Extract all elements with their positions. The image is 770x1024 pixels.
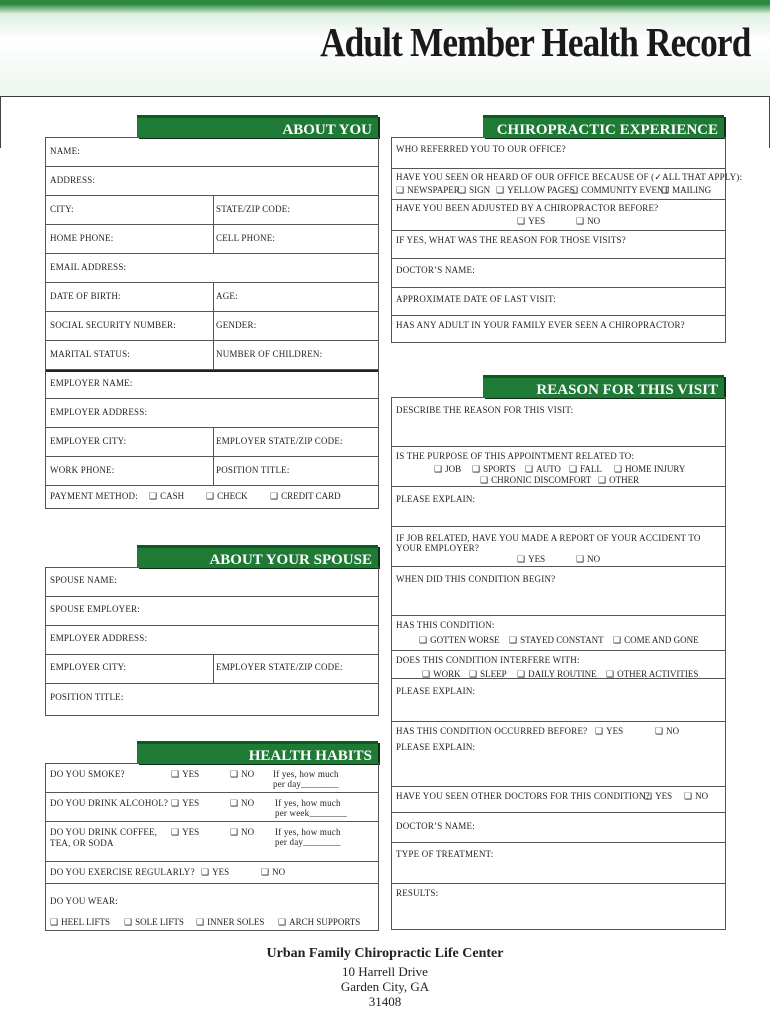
doctor-name-field[interactable]: DOCTOR’S NAME: xyxy=(396,265,475,275)
chronic-checkbox[interactable]: ❑ CHRONIC DISCOMFORT xyxy=(480,475,591,486)
adjusted-no-checkbox[interactable]: ❑ NO xyxy=(576,216,600,227)
smoke-label: DO YOU SMOKE? xyxy=(50,769,125,779)
home-injury-checkbox[interactable]: ❑ HOME INJURY xyxy=(614,464,685,475)
other-activities-checkbox[interactable]: ❑ OTHER ACTIVITIES xyxy=(606,669,698,680)
city-field[interactable]: CITY: xyxy=(50,204,74,214)
clinic-zip: 31408 xyxy=(368,994,402,1009)
constant-checkbox[interactable]: ❑ STAYED CONSTANT xyxy=(509,635,604,646)
condition-label: HAS THIS CONDITION: xyxy=(396,620,495,630)
sign-checkbox[interactable]: ❑ SIGN xyxy=(458,185,490,196)
state-zip-field[interactable]: STATE/ZIP CODE: xyxy=(216,204,291,214)
other-doctors-label: HAVE YOU SEEN OTHER DOCTORS FOR THIS CONDITION? xyxy=(396,791,650,801)
mailing-checkbox[interactable]: ❑ MAILING xyxy=(661,185,711,196)
chiro-header: CHIROPRACTIC EXPERIENCE xyxy=(483,115,724,137)
chiro-box xyxy=(391,137,743,343)
age-field[interactable]: AGE: xyxy=(216,291,238,301)
spouse-position-field[interactable]: POSITION TITLE: xyxy=(50,692,124,702)
alcohol-no-checkbox[interactable]: ❑ NO xyxy=(230,798,254,809)
last-visit-field[interactable]: APPROXIMATE DATE OF LAST VISIT: xyxy=(396,294,556,304)
about-you-header: ABOUT YOU xyxy=(137,115,378,137)
coffee-yes-checkbox[interactable]: ❑ YES xyxy=(171,827,199,838)
job-checkbox[interactable]: ❑ JOB xyxy=(434,464,461,475)
spouse-employer-field[interactable]: SPOUSE EMPLOYER: xyxy=(50,604,140,614)
clinic-name: Urban Family Chiropractic Life Center xyxy=(266,946,504,961)
worse-checkbox[interactable]: ❑ GOTTEN WORSE xyxy=(419,635,500,646)
spouse-employer-address-field[interactable]: EMPLOYER ADDRESS: xyxy=(50,633,148,643)
spouse-name-field[interactable]: SPOUSE NAME: xyxy=(50,575,118,585)
heel-lifts-checkbox[interactable]: ❑ HEEL LIFTS xyxy=(50,917,110,928)
visit-reason-field[interactable]: IF YES, WHAT WAS THE REASON FOR THOSE VISITS? xyxy=(396,235,626,245)
community-event-checkbox[interactable]: ❑ COMMUNITY EVENT xyxy=(570,185,669,196)
alcohol-amount-field[interactable]: If yes, how much per week________ xyxy=(275,798,347,818)
heard-label: HAVE YOU SEEN OR HEARD OF OUR OFFICE BECAUSE OF (✓ALL THAT APPLY): xyxy=(396,172,743,182)
employer-address-field[interactable]: EMPLOYER ADDRESS: xyxy=(50,407,148,417)
name-field[interactable]: NAME: xyxy=(50,146,80,156)
alcohol-label: DO YOU DRINK ALCOHOL? xyxy=(50,798,169,808)
auto-checkbox[interactable]: ❑ AUTO xyxy=(525,464,561,475)
wear-label: DO YOU WEAR: xyxy=(50,896,118,906)
family-chiro-field[interactable]: HAS ANY ADULT IN YOUR FAMILY EVER SEEN A CHIROPRACTOR? xyxy=(396,320,685,330)
habits-header: HEALTH HABITS xyxy=(137,741,378,763)
smoke-no-checkbox[interactable]: ❑ NO xyxy=(230,769,254,780)
occurred-no-checkbox[interactable]: ❑ NO xyxy=(655,726,679,737)
referred-field[interactable]: WHO REFERRED YOU TO OUR OFFICE? xyxy=(396,144,566,154)
describe-field[interactable]: DESCRIBE THE REASON FOR THIS VISIT: xyxy=(396,405,574,415)
exercise-label: DO YOU EXERCISE REGULARLY? xyxy=(50,867,195,877)
exercise-no-checkbox[interactable]: ❑ NO xyxy=(261,867,285,878)
come-and-gone-checkbox[interactable]: ❑ COME AND GONE xyxy=(613,635,699,646)
cell-phone-field[interactable]: CELL PHONE: xyxy=(216,233,276,243)
sports-checkbox[interactable]: ❑ SPORTS xyxy=(472,464,516,475)
credit-card-checkbox[interactable]: ❑ CREDIT CARD xyxy=(270,491,341,502)
inner-soles-checkbox[interactable]: ❑ INNER SOLES xyxy=(196,917,264,928)
report-no-checkbox[interactable]: ❑ NO xyxy=(576,554,600,565)
coffee-label: DO YOU DRINK COFFEE, TEA, OR SODA xyxy=(50,827,158,848)
reason-header: REASON FOR THIS VISIT xyxy=(483,375,724,397)
fall-checkbox[interactable]: ❑ FALL xyxy=(569,464,602,475)
report-yes-checkbox[interactable]: ❑ YES xyxy=(517,554,545,565)
doctor-name-field-2[interactable]: DOCTOR’S NAME: xyxy=(396,821,475,831)
employer-city-field[interactable]: EMPLOYER CITY: xyxy=(50,436,127,446)
begin-field[interactable]: WHEN DID THIS CONDITION BEGIN? xyxy=(396,574,556,584)
exercise-yes-checkbox[interactable]: ❑ YES xyxy=(201,867,229,878)
treatment-field[interactable]: TYPE OF TREATMENT: xyxy=(396,849,494,859)
home-phone-field[interactable]: HOME PHONE: xyxy=(50,233,114,243)
alcohol-yes-checkbox[interactable]: ❑ YES xyxy=(171,798,199,809)
occurred-label: HAS THIS CONDITION OCCURRED BEFORE? xyxy=(396,726,588,736)
report-label: IF JOB RELATED, HAVE YOU MADE A REPORT OF YOUR ACCIDENT TO YOUR EMPLOYER? xyxy=(396,533,701,553)
spouse-header: ABOUT YOUR SPOUSE xyxy=(137,545,378,567)
payment-method-label: PAYMENT METHOD: xyxy=(50,491,138,501)
reason-box xyxy=(391,397,726,930)
banner-edge-left xyxy=(0,96,1,148)
page-title: Adult Member Health Record xyxy=(319,19,750,65)
explain-field-3[interactable]: PLEASE EXPLAIN: xyxy=(396,742,476,752)
other-doctors-no-checkbox[interactable]: ❑ NO xyxy=(684,791,708,802)
interfere-label: DOES THIS CONDITION INTERFERE WITH: xyxy=(396,655,580,665)
work-phone-field[interactable]: WORK PHONE: xyxy=(50,465,115,475)
newspaper-checkbox[interactable]: ❑ NEWSPAPER xyxy=(396,185,460,196)
spouse-employer-city-field[interactable]: EMPLOYER CITY: xyxy=(50,662,127,672)
related-label: IS THE PURPOSE OF THIS APPOINTMENT RELATED TO: xyxy=(396,451,635,461)
email-field[interactable]: EMAIL ADDRESS: xyxy=(50,262,127,272)
arch-supports-checkbox[interactable]: ❑ ARCH SUPPORTS xyxy=(278,917,360,928)
results-field[interactable]: RESULTS: xyxy=(396,888,439,898)
check-checkbox[interactable]: ❑ CHECK xyxy=(206,491,248,502)
sole-lifts-checkbox[interactable]: ❑ SOLE LIFTS xyxy=(124,917,184,928)
explain-field-1[interactable]: PLEASE EXPLAIN: xyxy=(396,494,476,504)
explain-field-2[interactable]: PLEASE EXPLAIN: xyxy=(396,686,476,696)
about-you-box xyxy=(45,137,379,509)
address-field[interactable]: ADDRESS: xyxy=(50,175,96,185)
adjusted-label: HAVE YOU BEEN ADJUSTED BY A CHIROPRACTOR BEFORE? xyxy=(396,203,659,213)
habits-box xyxy=(45,763,379,931)
position-title-field[interactable]: POSITION TITLE: xyxy=(216,465,290,475)
spouse-box xyxy=(45,567,379,716)
employer-field[interactable]: EMPLOYER NAME: xyxy=(50,378,133,388)
smoke-amount-field[interactable]: If yes, how much per day________ xyxy=(273,769,339,789)
clinic-city: Garden City, GA xyxy=(340,979,430,994)
clinic-street: 10 Harrell Drive xyxy=(342,964,428,979)
gender-field[interactable]: GENDER: xyxy=(216,320,257,330)
coffee-no-checkbox[interactable]: ❑ NO xyxy=(230,827,254,838)
adjusted-yes-checkbox[interactable]: ❑ YES xyxy=(517,216,545,227)
occurred-yes-checkbox[interactable]: ❑ YES xyxy=(595,726,623,737)
spouse-employer-state-field[interactable]: EMPLOYER STATE/ZIP CODE: xyxy=(216,662,343,672)
marital-field[interactable]: MARITAL STATUS: xyxy=(50,349,130,359)
cash-checkbox[interactable]: ❑ CASH xyxy=(149,491,184,502)
smoke-yes-checkbox[interactable]: ❑ YES xyxy=(171,769,199,780)
employer-state-field[interactable]: EMPLOYER STATE/ZIP CODE: xyxy=(216,436,343,446)
ssn-field[interactable]: SOCIAL SECURITY NUMBER: xyxy=(50,320,176,330)
daily-routine-checkbox[interactable]: ❑ DAILY ROUTINE xyxy=(517,669,597,680)
sleep-checkbox[interactable]: ❑ SLEEP xyxy=(469,669,507,680)
other-doctors-yes-checkbox[interactable]: ❑ YES xyxy=(644,791,672,802)
other-checkbox[interactable]: ❑ OTHER xyxy=(598,475,639,486)
coffee-amount-field[interactable]: If yes, how much per day________ xyxy=(275,827,341,847)
children-field[interactable]: NUMBER OF CHILDREN: xyxy=(216,349,323,359)
work-checkbox[interactable]: ❑ WORK xyxy=(422,669,461,680)
yellow-pages-checkbox[interactable]: ❑ YELLOW PAGES xyxy=(496,185,575,196)
dob-field[interactable]: DATE OF BIRTH: xyxy=(50,291,121,301)
